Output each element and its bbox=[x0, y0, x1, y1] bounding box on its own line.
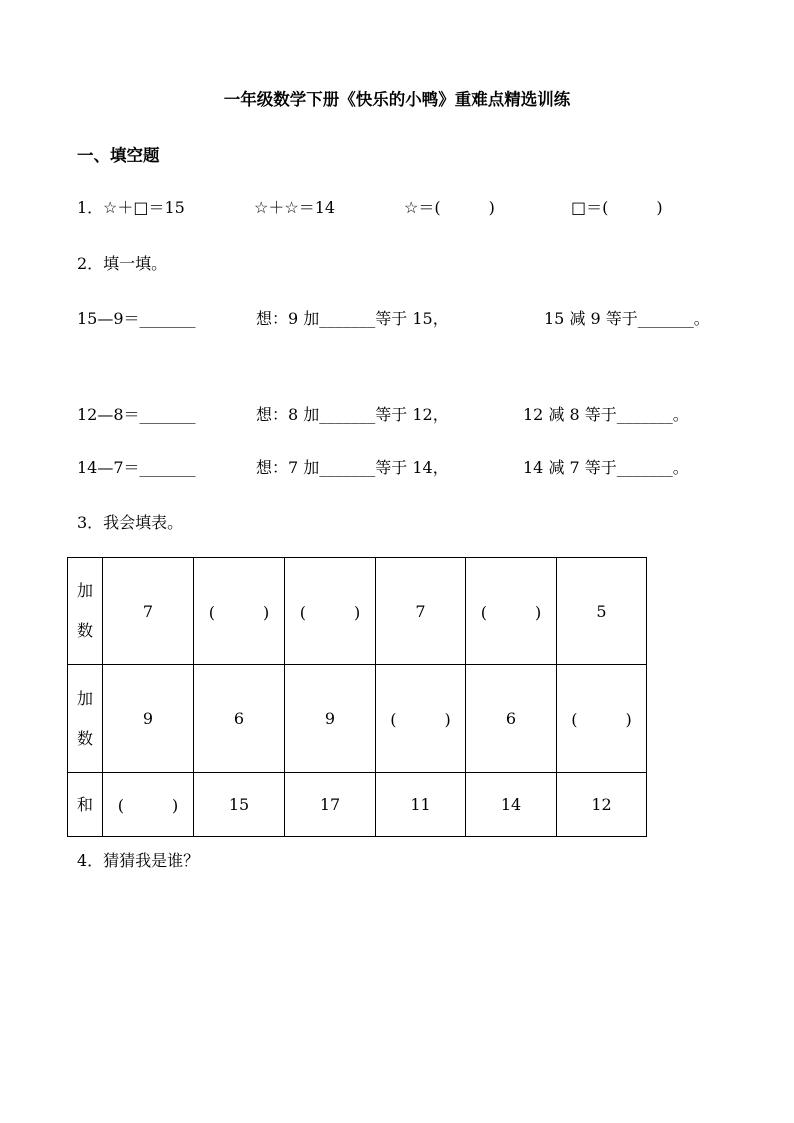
page-title: 一年级数学下册《快乐的小鸭》重难点精选训练 bbox=[223, 90, 571, 109]
table-cell-blank[interactable]: ( ) bbox=[194, 558, 285, 665]
table-row-sum bbox=[68, 773, 647, 837]
table-cell: 17 bbox=[285, 773, 376, 837]
q2-row2-subtract: 12 减 8 等于_______。 bbox=[523, 405, 689, 424]
table-cell: 12 bbox=[557, 773, 647, 837]
q1-answer-star: ☆＝( ) bbox=[404, 198, 495, 217]
q3-label: 3．我会填表。 bbox=[77, 513, 184, 532]
table-cell: 5 bbox=[557, 558, 647, 665]
addition-table bbox=[67, 557, 647, 837]
q2-row3-think: 想：7 加_______等于 14， bbox=[256, 458, 449, 477]
q2-row1-think: 想：9 加_______等于 15， bbox=[256, 309, 449, 328]
row-header-addend: 加 数 bbox=[68, 665, 103, 773]
table-cell: 11 bbox=[376, 773, 466, 837]
table-cell-blank[interactable]: ( ) bbox=[285, 558, 376, 665]
row-header-sum: 和 bbox=[68, 773, 103, 837]
table-cell-blank[interactable]: ( ) bbox=[466, 558, 557, 665]
table-cell-blank[interactable]: ( ) bbox=[376, 665, 466, 773]
table-cell-blank[interactable]: ( ) bbox=[557, 665, 647, 773]
q2-row1-subtract: 15 减 9 等于_______。 bbox=[544, 309, 710, 328]
table-row-addend-2 bbox=[68, 665, 647, 773]
table-cell: 14 bbox=[466, 773, 557, 837]
table-cell-blank[interactable]: ( ) bbox=[103, 773, 194, 837]
q2-row1-equation: 15—9＝_______ bbox=[77, 309, 196, 328]
table-cell: 9 bbox=[103, 665, 194, 773]
q2-row2-equation: 12—8＝_______ bbox=[77, 405, 196, 424]
q1-number: 1． bbox=[77, 198, 104, 217]
q2-row3-subtract: 14 减 7 等于_______。 bbox=[523, 458, 689, 477]
table-cell: 6 bbox=[194, 665, 285, 773]
table-cell: 7 bbox=[376, 558, 466, 665]
q2-row2-think: 想：8 加_______等于 12， bbox=[256, 405, 449, 424]
q4-label: 4．猜猜我是谁？ bbox=[77, 851, 200, 870]
q1-equation-b: ☆＋☆＝14 bbox=[254, 198, 336, 217]
table-row-addend-1 bbox=[68, 558, 647, 665]
q2-label: 2．填一填。 bbox=[77, 254, 168, 273]
q1-answer-square: □＝( ) bbox=[571, 198, 663, 217]
table-cell: 15 bbox=[194, 773, 285, 837]
table-cell: 9 bbox=[285, 665, 376, 773]
q2-row3-equation: 14—7＝_______ bbox=[77, 458, 196, 477]
table-cell: 7 bbox=[103, 558, 194, 665]
table-cell: 6 bbox=[466, 665, 557, 773]
q1-equation-a: ☆＋□＝15 bbox=[103, 198, 185, 217]
section-heading-fill-blanks: 一、填空题 bbox=[77, 146, 160, 165]
row-header-addend: 加 数 bbox=[68, 558, 103, 665]
